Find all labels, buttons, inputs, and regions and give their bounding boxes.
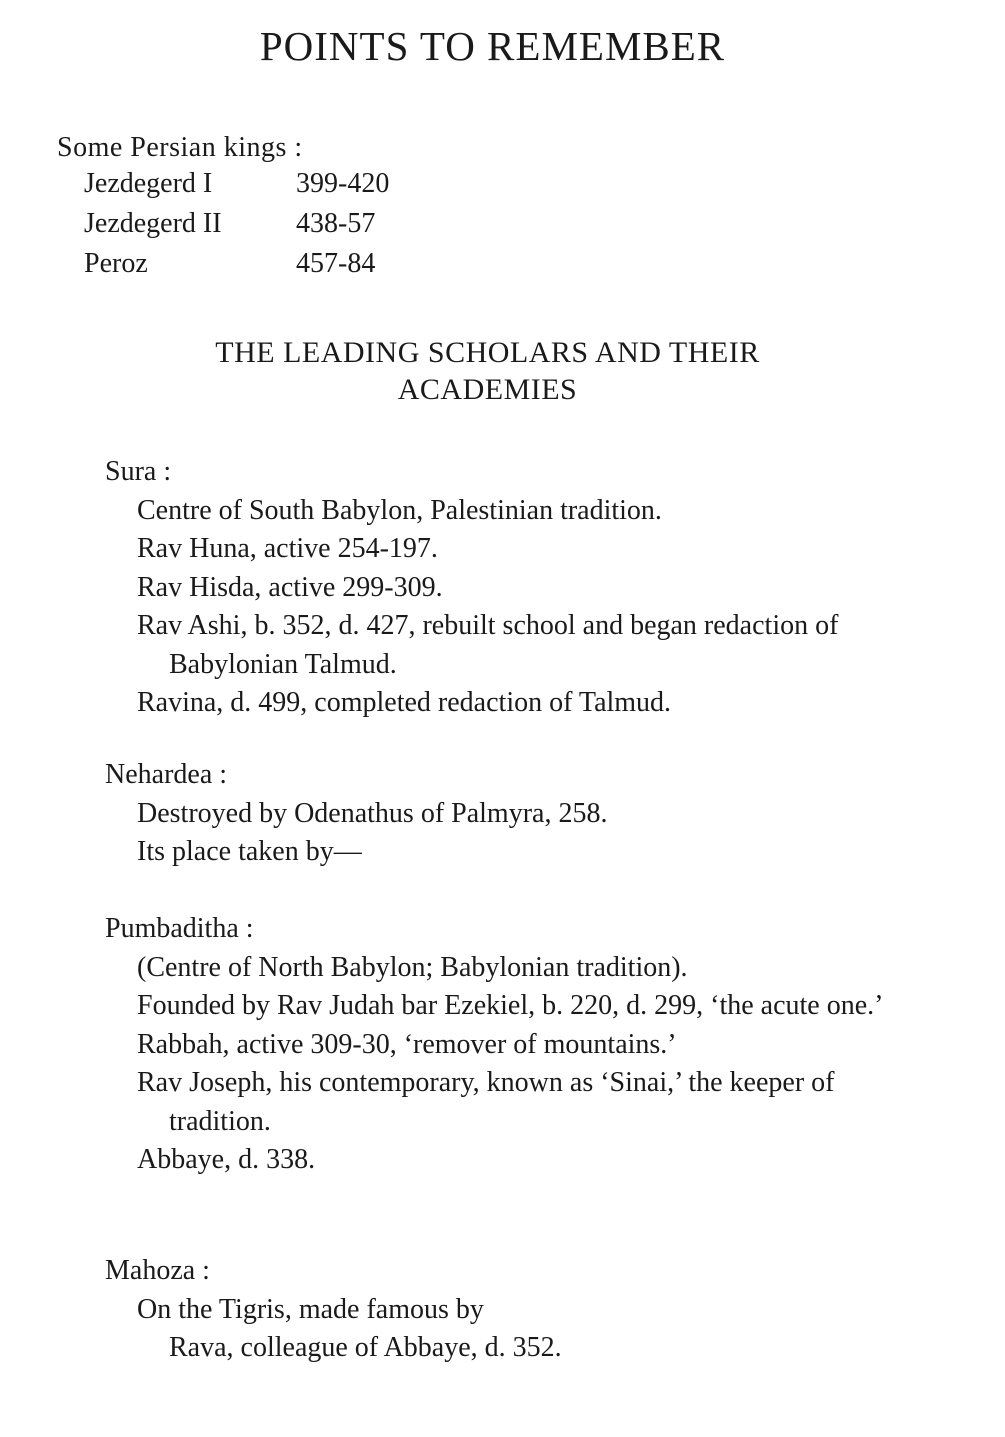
table-row bbox=[84, 248, 389, 288]
king-name: Jezdegerd II bbox=[84, 208, 222, 239]
kings-table bbox=[84, 168, 389, 288]
list-item: Rav Ashi, b. 352, d. 427, rebuilt school and began redaction of Babylonian Talmud. bbox=[137, 610, 839, 680]
list-item: Its place taken by— bbox=[137, 836, 362, 867]
list-item: Rava, colleague of Abbaye, d. 352. bbox=[169, 1332, 562, 1363]
list-item: Ravina, d. 499, completed redaction of Talmud. bbox=[137, 687, 672, 718]
table-row bbox=[84, 208, 389, 248]
academy-nehardea bbox=[105, 756, 607, 872]
scholars-heading-line-1: THE LEADING SCHOLARS AND THEIR bbox=[215, 336, 760, 369]
academy-name: Nehardea : bbox=[105, 759, 228, 790]
list-item: Rav Joseph, his contemporary, known as ‘Sinai,’ the keeper of tradition. bbox=[137, 1067, 835, 1137]
list-item: Destroyed by Odenathus of Palmyra, 258. bbox=[137, 797, 608, 829]
king-name: Peroz bbox=[84, 248, 148, 279]
academy-mahoza bbox=[105, 1252, 562, 1368]
king-years: 457-84 bbox=[296, 248, 376, 279]
table-row bbox=[84, 168, 389, 208]
academy-pumbaditha bbox=[105, 910, 929, 1180]
list-item: Rav Hisda, active 299-309. bbox=[137, 571, 443, 603]
list-item: Rabbah, active 309-30, ‘remover of mountains.’ bbox=[137, 1028, 677, 1060]
king-years: 399-420 bbox=[296, 168, 390, 199]
list-item: Centre of South Babylon, Palestinian tradition. bbox=[137, 494, 662, 526]
academy-sura bbox=[105, 453, 929, 723]
scholars-heading-line-2: ACADEMIES bbox=[397, 373, 578, 406]
academy-name: Mahoza : bbox=[105, 1255, 210, 1286]
list-item: (Centre of North Babylon; Babylonian tradition). bbox=[137, 951, 688, 983]
list-item: Rav Huna, active 254-197. bbox=[137, 533, 438, 564]
list-item: Abbaye, d. 338. bbox=[137, 1144, 316, 1175]
list-item: Founded by Rav Judah bar Ezekiel, b. 220, d. 299, ‘the acute one.’ bbox=[137, 990, 884, 1021]
king-name: Jezdegerd I bbox=[84, 168, 213, 199]
kings-heading: Some Persian kings : bbox=[57, 132, 303, 163]
list-item: On the Tigris, made famous by bbox=[137, 1293, 484, 1325]
king-years: 438-57 bbox=[296, 208, 376, 239]
page-title: POINTS TO REMEMBER bbox=[259, 23, 726, 69]
academy-name: Pumbaditha : bbox=[105, 913, 254, 944]
academy-name: Sura : bbox=[105, 456, 172, 487]
scholars-heading bbox=[0, 334, 1005, 408]
